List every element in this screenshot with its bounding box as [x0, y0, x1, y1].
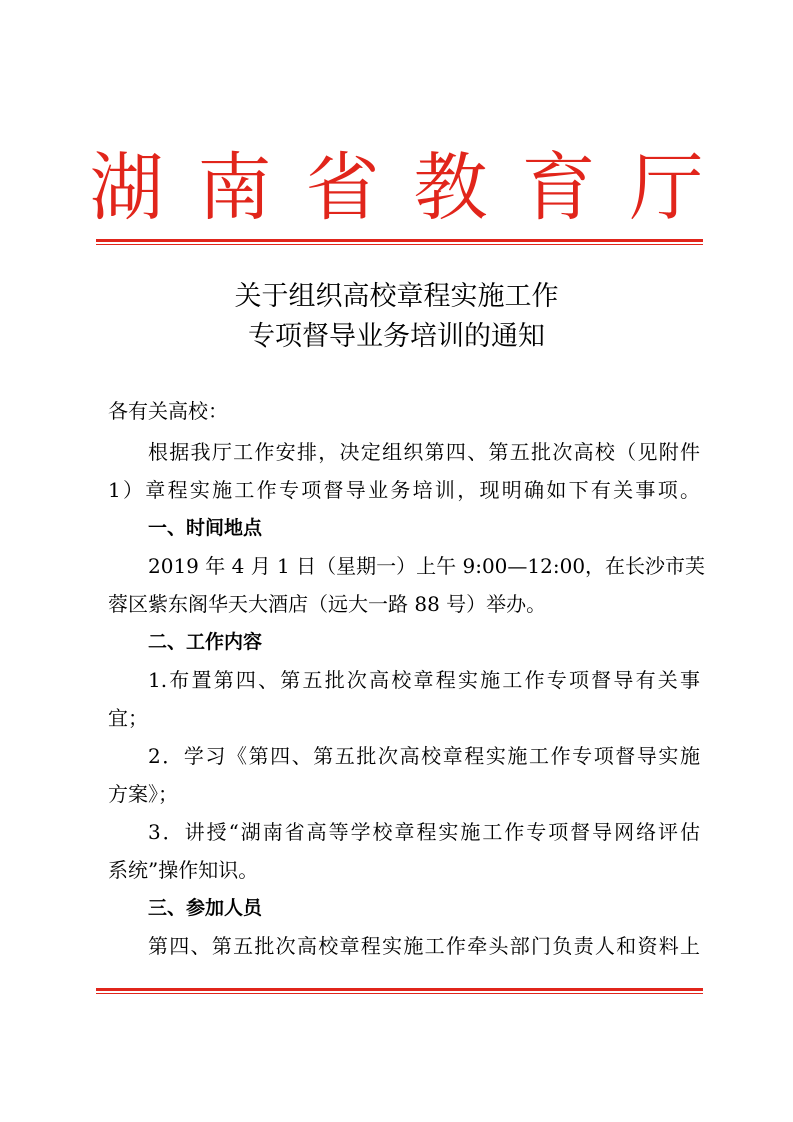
letterhead-top-rule-thick: [96, 239, 703, 242]
intro-paragraph-line-1: 根据我厅工作安排，决定组织第四、第五批次高校（见附件: [148, 440, 700, 464]
section-heading-participants: 三、参加人员: [148, 897, 263, 919]
section-heading-work-content: 二、工作内容: [148, 631, 263, 653]
work-item-3-line-1: 3．讲授“湖南省高等学校章程实施工作专项督导网络评估: [148, 820, 700, 844]
work-item-2-line-1: 2．学习《第四、第五批次高校章程实施工作专项督导实施: [148, 744, 700, 768]
work-item-2-line-2: 方案》；: [108, 782, 178, 806]
document-title-line-1: 关于组织高校章程实施工作: [234, 281, 559, 312]
salutation: 各有关高校：: [108, 399, 228, 423]
work-item-1-line-2: 宜；: [108, 706, 148, 730]
section-heading-time-place: 一、时间地点: [148, 517, 263, 539]
document-title-line-2: 专项督导业务培训的通知: [248, 321, 545, 352]
letterhead-title: 湖南省教育厅: [89, 145, 738, 231]
time-place-line-2: 蓉区紫东阁华天大酒店（远大一路 88 号）举办。: [108, 592, 547, 616]
intro-paragraph-line-2: 1）章程实施工作专项督导业务培训，现明确如下有关事项。: [108, 478, 700, 502]
work-item-1-line-1: 1.布置第四、第五批次高校章程实施工作专项督导有关事: [148, 668, 700, 692]
participants-line-1: 第四、第五批次高校章程实施工作牵头部门负责人和资料上: [148, 934, 700, 958]
footer-rule-thick: [96, 988, 703, 991]
work-item-3-line-2: 系统”操作知识。: [108, 858, 259, 882]
time-place-line-1: 2019 年 4 月 1 日（星期一）上午 9:00—12:00，在长沙市芙: [148, 554, 706, 578]
letterhead-top-rule-thin: [96, 244, 703, 245]
footer-rule-thin: [96, 993, 703, 994]
